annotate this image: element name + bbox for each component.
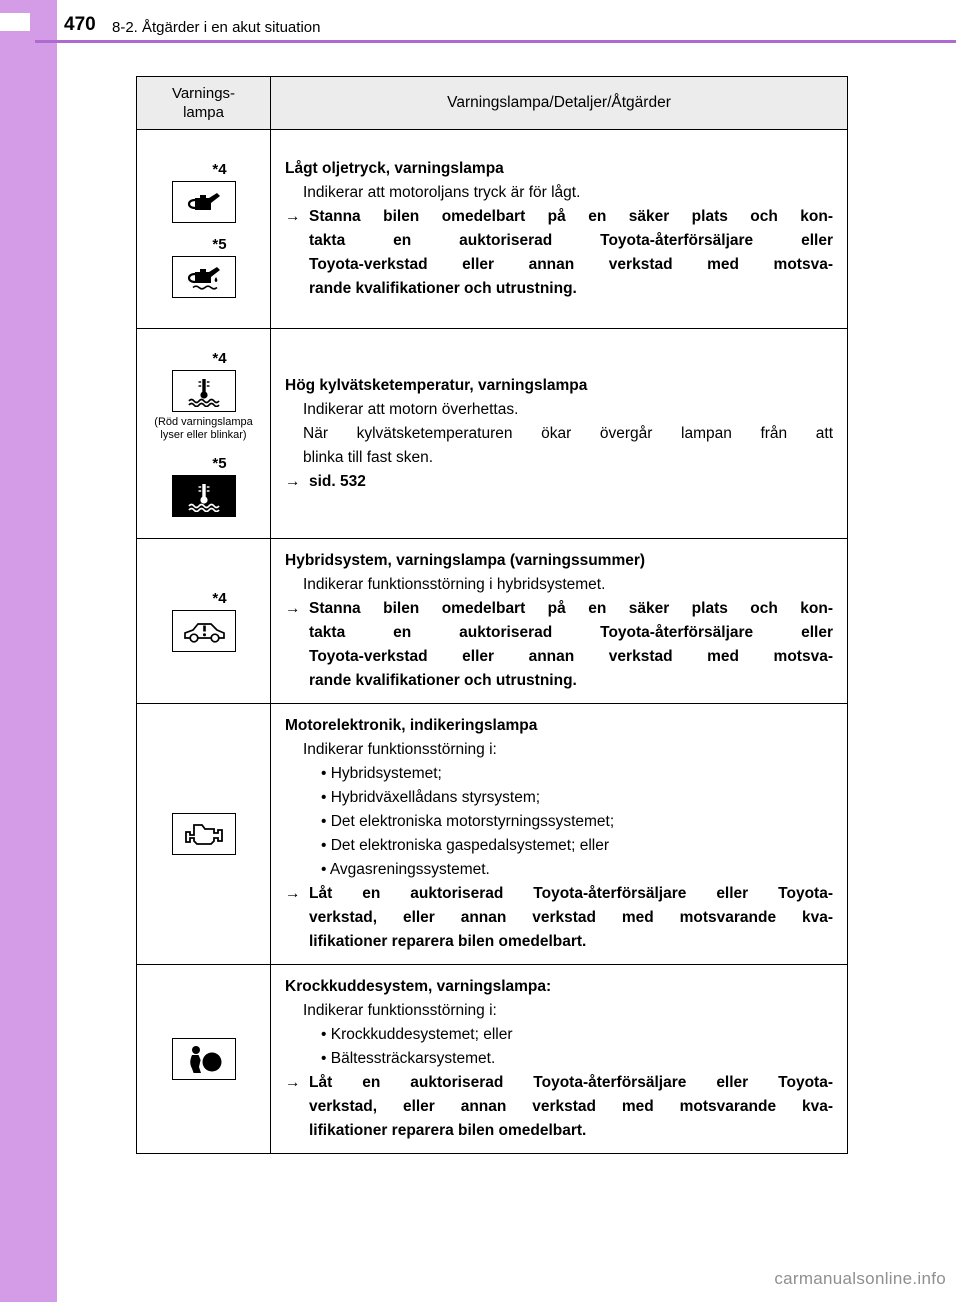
action-line: rande kvalifikationer och utrustning.	[309, 280, 577, 297]
footnote-label: *4	[212, 160, 227, 178]
arrow-icon: →	[285, 885, 301, 902]
table-header-row	[137, 77, 847, 130]
row-content	[271, 704, 847, 964]
table-header-details-column: Varningslampa/Detaljer/Åtgärder	[447, 94, 671, 111]
table-row	[137, 704, 847, 965]
low-oil-pressure-drip-warning-icon	[172, 256, 236, 298]
airbag-system-warning-icon	[172, 1038, 236, 1080]
bullet-item: • Hybridväxellådans styrsystem;	[321, 789, 541, 806]
table-header-lamp-line2: lampa	[183, 104, 224, 121]
action-line: sid. 532	[309, 472, 366, 490]
table-row	[137, 329, 847, 539]
table-header-lamp-column	[137, 77, 271, 129]
action-line: Låt en auktoriserad Toyota-återförsäljare eller Toyota-	[309, 885, 833, 902]
action-line: lifikationer reparera bilen omedelbart.	[309, 1122, 587, 1139]
body-line: När kylvätsketemperaturen ökar övergår lampan från att	[303, 424, 833, 442]
action-line: lifikationer reparera bilen omedelbart.	[309, 933, 587, 950]
row-content	[271, 329, 847, 538]
footnote-label: *5	[212, 455, 227, 472]
action-text	[309, 597, 833, 693]
body-line: Indikerar funktionsstörning i:	[303, 741, 497, 758]
body-line: Indikerar funktionsstörning i:	[303, 1002, 497, 1019]
action-text	[309, 470, 833, 494]
action-block	[285, 882, 833, 954]
icon-caption: (Röd varningslampa lyser eller blinkar)	[154, 416, 253, 441]
table-row	[137, 539, 847, 704]
row-content	[271, 965, 847, 1153]
action-line: Toyota-verkstad eller annan verkstad med motsva-	[309, 256, 833, 273]
row-title: Krockkuddesystem, varningslampa:	[285, 978, 552, 995]
footnote-label: *4	[212, 590, 227, 607]
warning-icon-cell	[137, 130, 271, 328]
watermark: carmanualsonline.info	[774, 1269, 946, 1288]
action-block	[285, 205, 833, 301]
bullet-item: • Krockkuddesystemet; eller	[321, 1026, 513, 1043]
body-line: Indikerar att motorn överhettas.	[303, 400, 519, 418]
arrow-icon: →	[285, 1074, 301, 1091]
arrow-icon: →	[285, 208, 301, 225]
low-oil-pressure-warning-icon	[172, 181, 236, 223]
row-content	[271, 130, 847, 328]
warning-icon-cell	[137, 329, 271, 538]
action-line: takta en auktoriserad Toyota-återförsäljare eller	[309, 624, 833, 641]
action-text	[309, 882, 833, 954]
action-line: verkstad, eller annan verkstad med motsvarande kva-	[309, 1098, 833, 1115]
action-text	[309, 205, 833, 301]
bullet-item: • Bältessträckarsystemet.	[321, 1050, 496, 1067]
body-line: Indikerar att motoroljans tryck är för lågt.	[303, 184, 581, 201]
section-title: 8-2. Åtgärder i en akut situation	[112, 19, 321, 36]
header-rule	[35, 40, 956, 43]
warning-icon-cell	[137, 539, 271, 703]
action-line: Toyota-verkstad eller annan verkstad med motsva-	[309, 648, 833, 665]
action-line: rande kvalifikationer och utrustning.	[309, 672, 577, 689]
row-content	[271, 539, 847, 703]
margin-notch	[0, 13, 30, 31]
left-margin-band	[0, 0, 57, 1302]
warning-icon-cell	[137, 704, 271, 964]
table-header-lamp-line1: Varnings-	[171, 85, 236, 102]
table-row	[137, 965, 847, 1153]
footnote-label: *4	[212, 350, 227, 367]
bullet-item: • Hybridsystemet;	[321, 765, 442, 782]
action-line: Stanna bilen omedelbart på en säker plats och kon-	[309, 600, 833, 617]
coolant-temperature-warning-icon	[172, 370, 236, 412]
row-title: Lågt oljetryck, varningslampa	[285, 160, 504, 177]
body-line: blinka till fast sken.	[303, 448, 434, 466]
action-line: verkstad, eller annan verkstad med motsvarande kva-	[309, 909, 833, 926]
bullet-item: • Det elektroniska motorstyrningssystemet;	[321, 813, 615, 830]
action-line: Låt en auktoriserad Toyota-återförsäljare eller Toyota-	[309, 1074, 833, 1091]
action-block	[285, 1071, 833, 1143]
page-number: 470	[64, 14, 96, 35]
bullet-item: • Det elektroniska gaspedalsystemet; eller	[321, 837, 610, 854]
hybrid-system-warning-icon	[172, 610, 236, 652]
arrow-icon: →	[285, 472, 301, 490]
table-row	[137, 130, 847, 329]
warning-icon-cell	[137, 965, 271, 1153]
coolant-temperature-warning-icon-inverted	[172, 475, 236, 517]
check-engine-indicator-icon	[172, 813, 236, 855]
row-title: Hög kylvätsketemperatur, varningslampa	[285, 376, 588, 394]
action-text	[309, 1071, 833, 1143]
body-line: Indikerar funktionsstörning i hybridsystemet.	[303, 576, 606, 593]
warning-lamp-table	[136, 76, 848, 1154]
table-body	[137, 130, 847, 1153]
bullet-item: • Avgasreningssystemet.	[321, 861, 490, 878]
arrow-icon: →	[285, 600, 301, 617]
action-line: takta en auktoriserad Toyota-återförsäljare eller	[309, 232, 833, 249]
action-block	[285, 470, 833, 494]
action-block	[285, 597, 833, 693]
footnote-label: *5	[212, 235, 227, 253]
row-title: Motorelektronik, indikeringslampa	[285, 717, 538, 734]
action-line: Stanna bilen omedelbart på en säker plats och kon-	[309, 208, 833, 225]
row-title: Hybridsystem, varningslampa (varningssummer)	[285, 552, 646, 569]
